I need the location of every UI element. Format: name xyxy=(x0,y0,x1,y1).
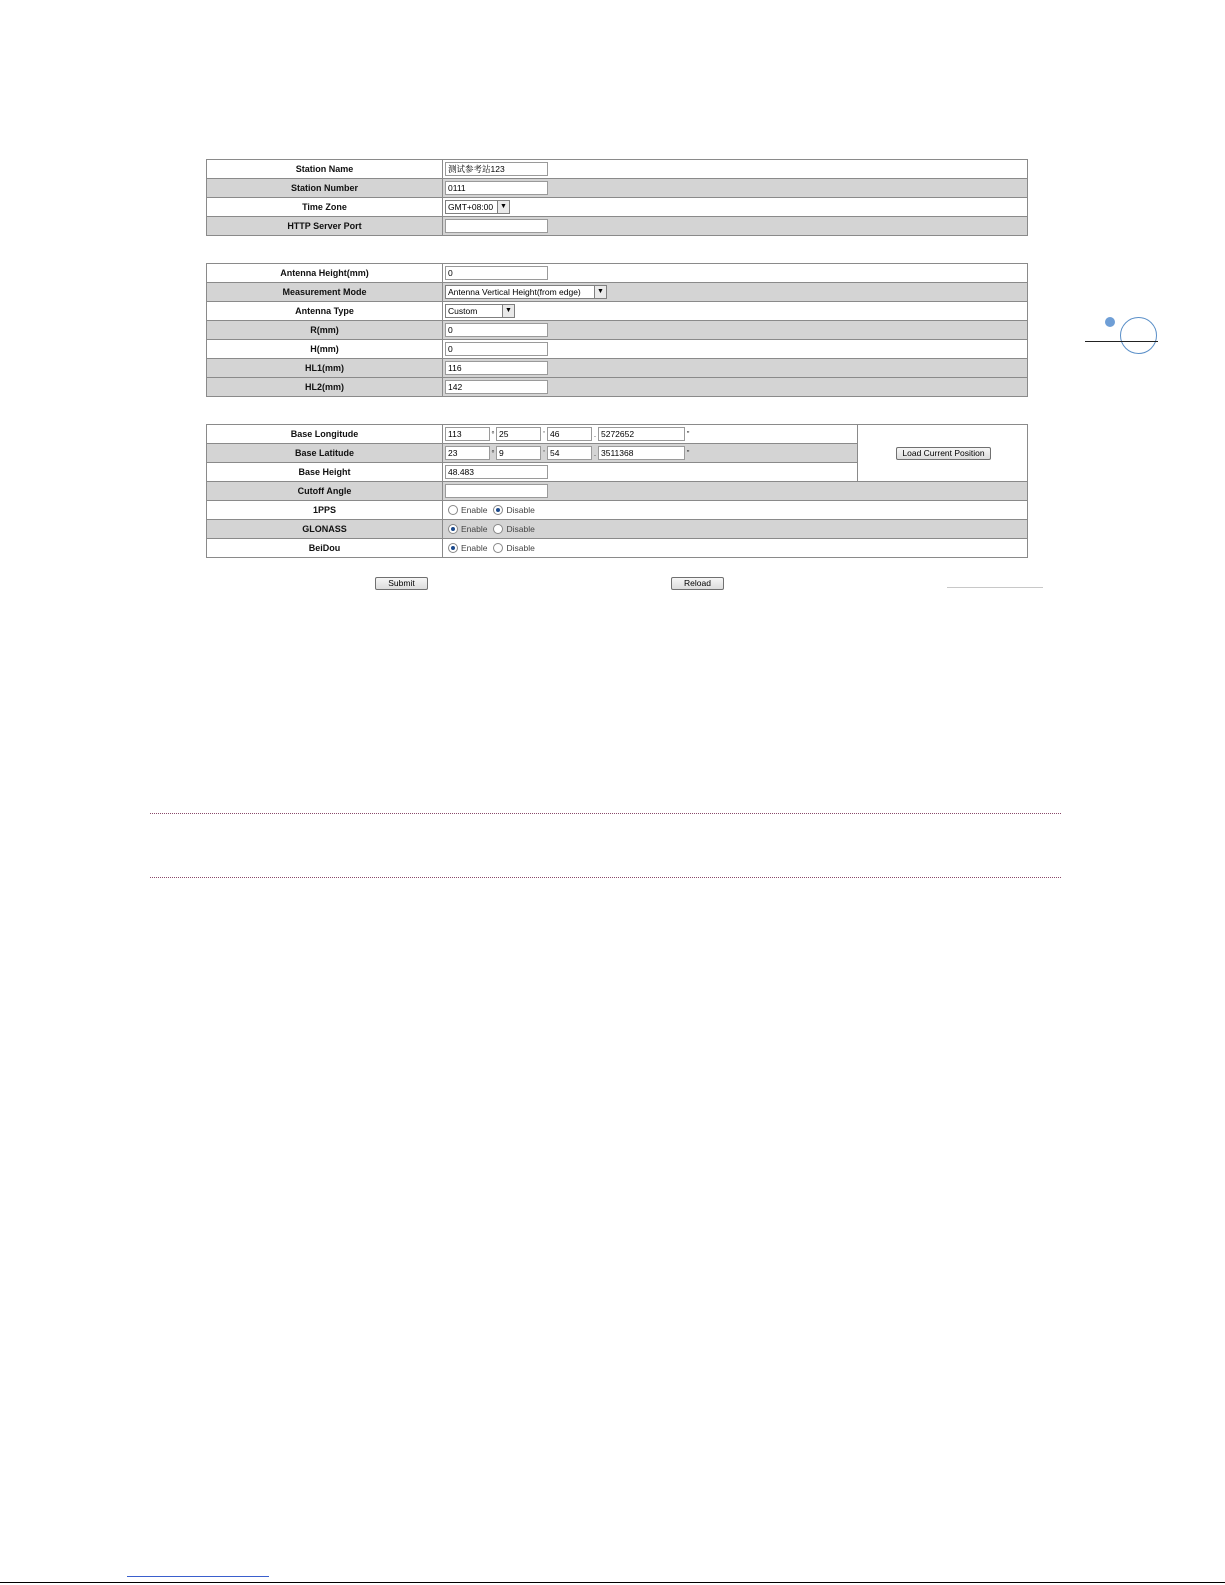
page-marker-line xyxy=(1085,341,1158,342)
cutoff-angle-input[interactable] xyxy=(445,484,548,498)
hl2-label: HL2(mm) xyxy=(207,378,443,397)
glonass-row xyxy=(207,520,1028,539)
minute-symbol: ' xyxy=(543,429,545,439)
h-input[interactable]: 0 xyxy=(445,342,548,356)
beidou-row xyxy=(207,539,1028,558)
latitude-sec-input[interactable]: 54 xyxy=(547,446,592,460)
decimal-symbol: . xyxy=(593,429,597,439)
antenna-type-select[interactable] xyxy=(445,304,515,318)
time-zone-label: Time Zone xyxy=(207,198,443,217)
hl2-input[interactable]: 142 xyxy=(445,380,548,394)
r-row xyxy=(207,321,1028,340)
r-input[interactable]: 0 xyxy=(445,323,548,337)
beidou-label: BeiDou xyxy=(207,539,443,558)
glonass-disable-radio[interactable] xyxy=(493,524,503,534)
beidou-disable-radio[interactable] xyxy=(493,543,503,553)
http-port-input[interactable] xyxy=(445,219,548,233)
antenna-settings-table xyxy=(206,263,1028,397)
time-zone-value: GMT+08:00 xyxy=(448,202,494,212)
pps-disable-radio[interactable] xyxy=(493,505,503,515)
antenna-height-input[interactable]: 0 xyxy=(445,266,548,280)
beidou-disable-text: Disable xyxy=(506,543,535,554)
reload-button[interactable]: Reload xyxy=(671,577,724,590)
page-marker-dot xyxy=(1105,317,1115,327)
dotted-divider-bottom xyxy=(150,877,1061,878)
cutoff-angle-row xyxy=(207,482,1028,501)
pps-enable-radio[interactable] xyxy=(448,505,458,515)
measurement-mode-row xyxy=(207,283,1028,302)
cutoff-angle-label: Cutoff Angle xyxy=(207,482,443,501)
hl1-row xyxy=(207,359,1028,378)
longitude-sec-input[interactable]: 46 xyxy=(547,427,592,441)
second-symbol: " xyxy=(686,448,690,458)
degree-symbol: ° xyxy=(491,448,495,458)
pps-row xyxy=(207,501,1028,520)
chevron-down-icon: ▼ xyxy=(497,201,509,213)
longitude-min-input[interactable]: 25 xyxy=(496,427,541,441)
station-number-label: Station Number xyxy=(207,179,443,198)
degree-symbol: ° xyxy=(491,429,495,439)
station-number-row xyxy=(207,179,1028,198)
base-position-table xyxy=(206,424,1028,558)
http-port-row xyxy=(207,217,1028,236)
hl1-input[interactable]: 116 xyxy=(445,361,548,375)
pps-label: 1PPS xyxy=(207,501,443,520)
base-longitude-label: Base Longitude xyxy=(207,425,443,444)
longitude-frac-input[interactable]: 5272652 xyxy=(598,427,685,441)
page-marker-circle xyxy=(1120,317,1157,354)
base-height-label: Base Height xyxy=(207,463,443,482)
h-label: H(mm) xyxy=(207,340,443,359)
glonass-label: GLONASS xyxy=(207,520,443,539)
station-name-label: Station Name xyxy=(207,160,443,179)
latitude-min-input[interactable]: 9 xyxy=(496,446,541,460)
footer-link-underline xyxy=(127,1576,269,1577)
footer-rule xyxy=(0,1582,1225,1583)
http-port-label: HTTP Server Port xyxy=(207,217,443,236)
general-settings-table xyxy=(206,159,1028,236)
chevron-down-icon: ▼ xyxy=(594,286,606,298)
hl2-row xyxy=(207,378,1028,397)
station-name-input[interactable]: 测试参考站123 xyxy=(445,162,548,176)
pps-enable-text: Enable xyxy=(461,505,488,516)
h-row xyxy=(207,340,1028,359)
longitude-deg-input[interactable]: 113 xyxy=(445,427,490,441)
glonass-disable-text: Disable xyxy=(506,524,535,535)
measurement-mode-value: Antenna Vertical Height(from edge) xyxy=(448,287,581,297)
antenna-height-row xyxy=(207,264,1028,283)
clipped-divider xyxy=(947,587,1043,588)
beidou-enable-radio[interactable] xyxy=(448,543,458,553)
second-symbol: " xyxy=(686,429,690,439)
chevron-down-icon: ▼ xyxy=(502,305,514,317)
antenna-type-label: Antenna Type xyxy=(207,302,443,321)
latitude-deg-input[interactable]: 23 xyxy=(445,446,490,460)
antenna-type-row xyxy=(207,302,1028,321)
pps-disable-text: Disable xyxy=(506,505,535,516)
load-current-position-button[interactable]: Load Current Position xyxy=(896,447,990,460)
time-zone-select[interactable] xyxy=(445,200,510,214)
beidou-enable-text: Enable xyxy=(461,543,488,554)
base-height-input[interactable]: 48.483 xyxy=(445,465,548,479)
antenna-type-value: Custom xyxy=(448,306,478,316)
decimal-symbol: . xyxy=(593,448,597,458)
latitude-frac-input[interactable]: 3511368 xyxy=(598,446,685,460)
station-name-row xyxy=(207,160,1028,179)
glonass-enable-radio[interactable] xyxy=(448,524,458,534)
dotted-divider-top xyxy=(150,813,1061,814)
antenna-height-label: Antenna Height(mm) xyxy=(207,264,443,283)
measurement-mode-label: Measurement Mode xyxy=(207,283,443,302)
base-longitude-row xyxy=(207,425,1028,444)
glonass-enable-text: Enable xyxy=(461,524,488,535)
base-latitude-label: Base Latitude xyxy=(207,444,443,463)
time-zone-row xyxy=(207,198,1028,217)
hl1-label: HL1(mm) xyxy=(207,359,443,378)
station-number-input[interactable]: 0111 xyxy=(445,181,548,195)
minute-symbol: ' xyxy=(543,448,545,458)
measurement-mode-select[interactable] xyxy=(445,285,607,299)
r-label: R(mm) xyxy=(207,321,443,340)
submit-button[interactable]: Submit xyxy=(375,577,428,590)
